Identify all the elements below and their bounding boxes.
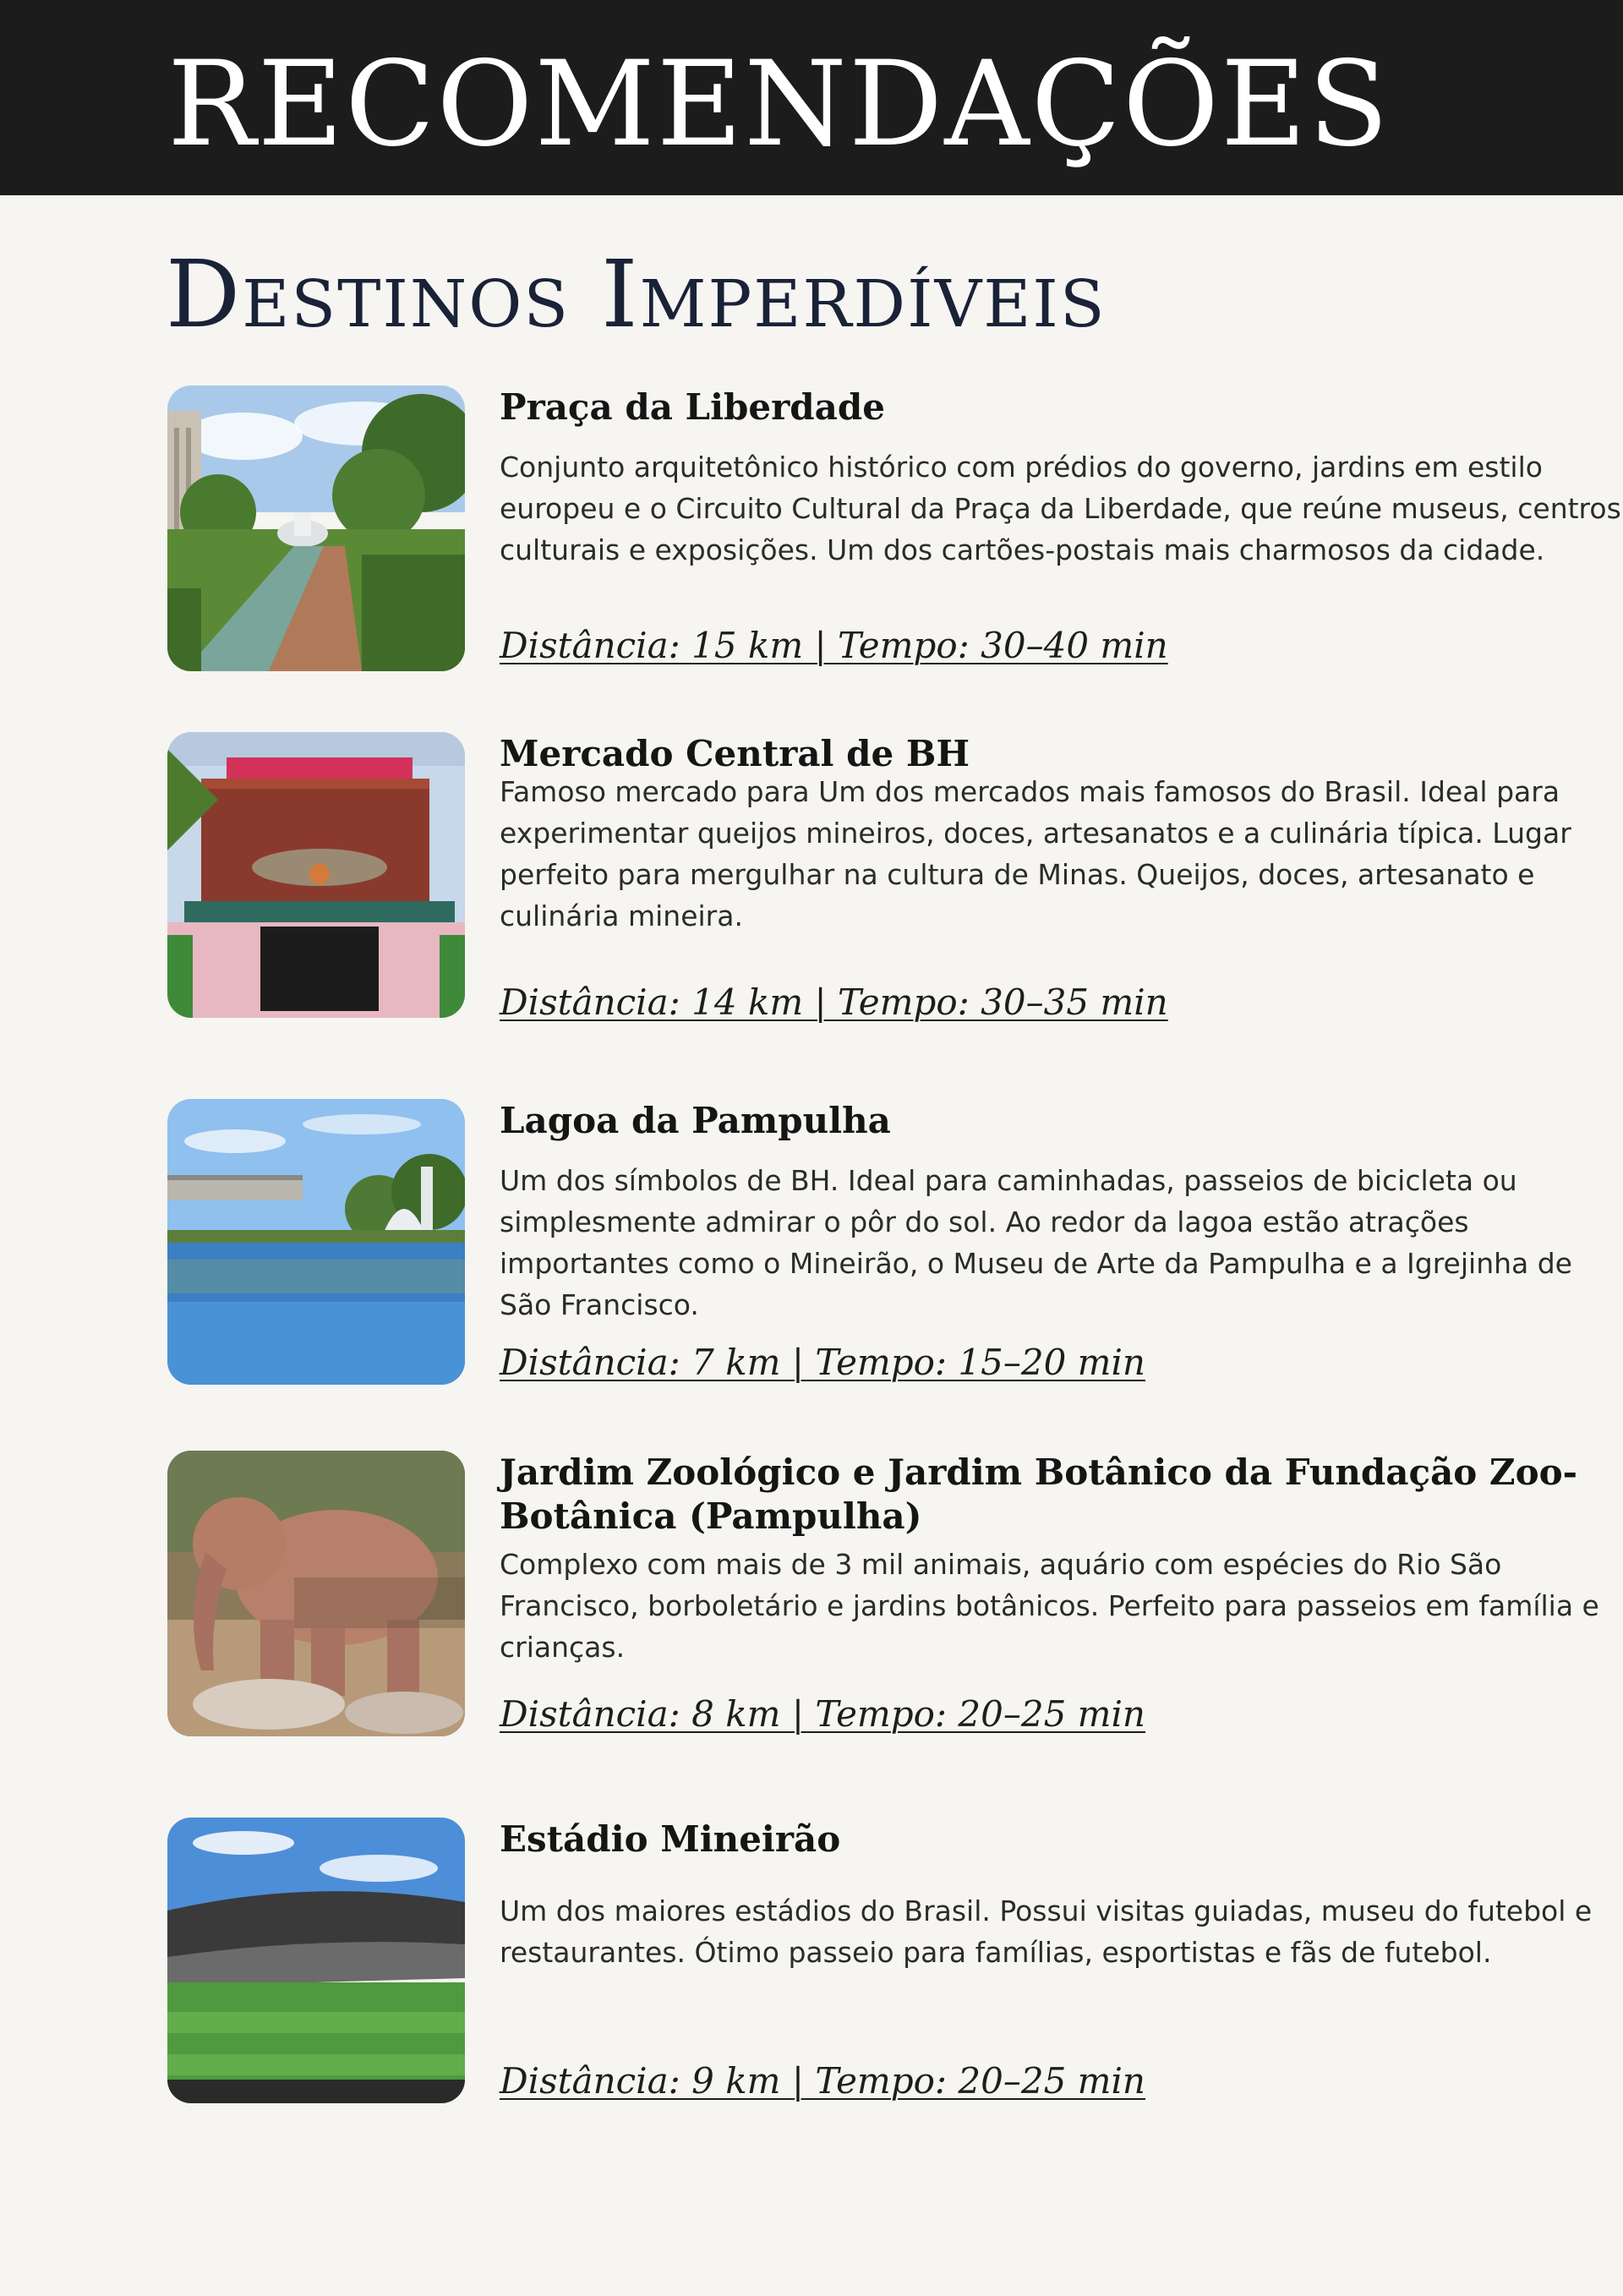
destination-distance-time[interactable]: Distância: 15 km | Tempo: 30–40 min (500, 625, 1168, 666)
lagoon-photo (167, 1099, 465, 1385)
destination-description: Conjunto arquitetônico histórico com prédios do governo, jardins em estilo europeu e o Circuito Cultural da Praça da Liberdade, que reúne museus, centros culturais e exposições. Um dos cartões-postais mais charmosos da cidade. (500, 451, 1621, 566)
destination-title: Praça da Liberdade (500, 386, 885, 428)
destination-card-estadio-mineirao (167, 1818, 1593, 2105)
destination-distance-time[interactable]: Distância: 14 km | Tempo: 30–35 min (500, 981, 1168, 1023)
page-title: RECOMENDAÇÕES (167, 36, 1391, 172)
destination-description: Famoso mercado para Um dos mercados mais famosos do Brasil. Ideal para experimentar queijos mineiros, doces, artesanatos e a culinária típica. Lugar perfeito para mergulhar na cultura de Minas. Queijos, doces, artesanato e culinária mineira. (500, 775, 1571, 932)
destination-title: Mercado Central de BH (500, 733, 970, 774)
header-band (0, 0, 1623, 195)
destination-description: Complexo com mais de 3 mil animais, aquário com espécies do Rio São Francisco, borboletário e jardins botânicos. Perfeito para passeios em família e crianças. (500, 1548, 1599, 1664)
destination-card-praca-da-liberdade (167, 385, 1621, 673)
destination-card-zoo-botanica (167, 1451, 1599, 1738)
destination-title: Estádio Mineirão (500, 1818, 841, 1860)
destination-card-lagoa-da-pampulha (167, 1099, 1572, 1386)
destination-distance-time[interactable]: Distância: 7 km | Tempo: 15–20 min (500, 1342, 1145, 1383)
garden-plaza-photo (167, 385, 465, 671)
destination-card-mercado-central (167, 732, 1571, 1023)
section-title: Destinos Imperdíveis (166, 240, 1107, 348)
market-facade-photo (167, 732, 465, 1018)
destination-description: Um dos maiores estádios do Brasil. Possui visitas guiadas, museu do futebol e restaurantes. Ótimo passeio para famílias, esportistas e fãs de futebol. (500, 1894, 1593, 1969)
destination-distance-time[interactable]: Distância: 8 km | Tempo: 20–25 min (500, 1693, 1145, 1735)
destination-distance-time[interactable]: Distância: 9 km | Tempo: 20–25 min (500, 2060, 1145, 2102)
destination-title: Lagoa da Pampulha (500, 1100, 891, 1141)
destination-description: Um dos símbolos de BH. Ideal para caminhadas, passeios de bicicleta ou simplesmente admirar o pôr do sol. Ao redor da lagoa estão atrações importantes como o Mineirão, o Museu de Arte da Pampulha e a Igrejinha de São Francisco. (500, 1164, 1572, 1321)
destination-title: Jardim Zoológico e Jardim Botânico da Fundação Zoo-Botânica (Pampulha) (500, 1451, 1578, 1537)
stadium-photo (167, 1818, 465, 2103)
elephant-photo (167, 1451, 465, 1736)
